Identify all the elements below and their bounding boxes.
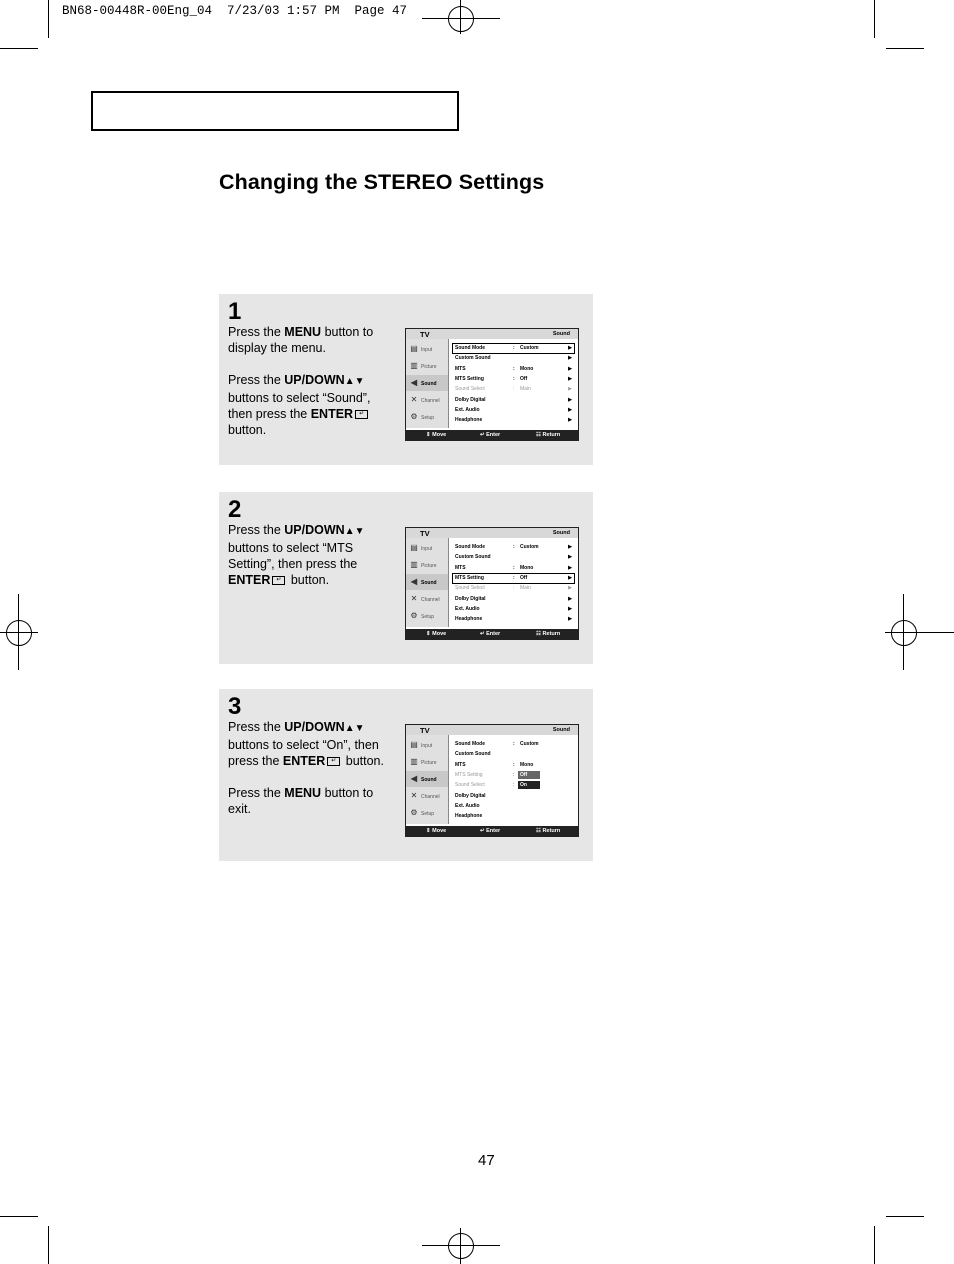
menu-item-label: MTS bbox=[455, 761, 466, 768]
tv-menu-screenshot bbox=[405, 328, 579, 441]
colon: : bbox=[513, 345, 515, 351]
antenna-icon: ✕ bbox=[410, 395, 418, 404]
arrow-right-icon: ▶ bbox=[568, 355, 572, 362]
speaker-icon: ◀ bbox=[410, 378, 418, 387]
button-name: UP/DOWN bbox=[284, 720, 345, 734]
menu-item-value: Off bbox=[520, 375, 528, 382]
menu-row bbox=[453, 385, 574, 394]
step-panel bbox=[219, 689, 593, 861]
button-name: ENTER bbox=[228, 573, 271, 587]
menu-section-label: Sound bbox=[552, 727, 570, 733]
colon: : bbox=[513, 544, 515, 550]
menu-section-label: Sound bbox=[552, 331, 570, 337]
colon: : bbox=[513, 585, 515, 592]
menu-item-label: Sound Mode bbox=[455, 741, 485, 747]
chapter-tab-box bbox=[91, 91, 459, 131]
instruction-paragraph: Press the UP/DOWN▲▼ buttons to select “MTS Setting”, then press the ENTER ↵ button. bbox=[228, 523, 365, 587]
menu-row bbox=[453, 574, 574, 583]
colon: : bbox=[513, 375, 515, 382]
sidebar-item-setup bbox=[406, 608, 448, 624]
menu-item-label: Sound Select bbox=[455, 585, 485, 592]
enter-hint: ↵ Enter bbox=[480, 432, 501, 438]
tv-menu-screenshot bbox=[405, 527, 579, 640]
crop-mark bbox=[0, 1216, 38, 1217]
button-name: ENTER bbox=[282, 754, 326, 768]
arrow-right-icon: ▶ bbox=[568, 616, 572, 623]
arrow-right-icon: ▶ bbox=[568, 605, 572, 612]
menu-item-label: Dolby Digital bbox=[455, 396, 486, 403]
menu-help-bar bbox=[406, 430, 578, 440]
menu-item-label: Custom Sound bbox=[455, 355, 491, 362]
colon: : bbox=[513, 741, 515, 747]
arrow-right-icon: ▶ bbox=[568, 585, 572, 592]
menu-help-bar bbox=[406, 629, 578, 639]
menu-item-label: Sound Select bbox=[455, 386, 485, 393]
sidebar-item-picture bbox=[406, 754, 448, 770]
button-name: MENU bbox=[284, 786, 322, 800]
sidebar-item-label: Sound bbox=[421, 580, 437, 586]
menu-item-value: Main bbox=[520, 386, 531, 393]
sidebar-item-channel bbox=[406, 591, 448, 607]
speaker-icon: ◀ bbox=[410, 774, 418, 783]
menu-item-value: Custom bbox=[520, 544, 539, 550]
sidebar-item-label: Input bbox=[421, 347, 433, 353]
menu-item-label: Dolby Digital bbox=[455, 595, 486, 602]
enter-hint: ↵ Enter bbox=[480, 828, 501, 834]
menu-item-value: Mono bbox=[520, 564, 534, 571]
menu-row bbox=[453, 564, 574, 573]
menu-row bbox=[453, 584, 574, 593]
move-hint: ⇕ Move bbox=[426, 432, 447, 438]
sidebar-item-picture bbox=[406, 557, 448, 573]
menu-item-value: Main bbox=[520, 585, 531, 592]
arrow-right-icon: ▶ bbox=[568, 365, 572, 372]
arrow-right-icon: ▶ bbox=[568, 396, 572, 403]
input-icon: ▤ bbox=[410, 344, 418, 353]
picture-icon: ▥ bbox=[410, 757, 418, 766]
up-down-arrows-icon: ▲▼ bbox=[344, 723, 365, 734]
sidebar-item-label: Setup bbox=[421, 614, 435, 620]
enter-hint: ↵ Enter bbox=[480, 631, 501, 637]
colon: : bbox=[513, 574, 515, 581]
menu-item-label: Dolby Digital bbox=[455, 792, 486, 799]
sidebar-item-label: Picture bbox=[421, 563, 437, 569]
menu-item-label: Sound Mode bbox=[455, 345, 485, 351]
sidebar-item-input bbox=[406, 540, 448, 556]
menu-row bbox=[453, 553, 574, 562]
setup-icon: ⚙ bbox=[410, 808, 418, 817]
menu-item-label: MTS Setting bbox=[455, 771, 483, 778]
menu-item-value: Custom bbox=[520, 345, 539, 351]
sidebar-item-sound bbox=[406, 574, 448, 590]
step-panel bbox=[219, 492, 593, 664]
menu-row bbox=[453, 615, 574, 624]
sidebar-item-sound bbox=[406, 375, 448, 391]
picture-icon: ▥ bbox=[410, 560, 418, 569]
menu-item-value: Custom bbox=[520, 741, 539, 747]
menu-row bbox=[453, 416, 574, 425]
enter-icon: ↵ bbox=[327, 757, 340, 766]
button-name: UP/DOWN bbox=[284, 523, 345, 537]
menu-item-value: Off bbox=[520, 574, 528, 581]
menu-item-value: Mono bbox=[520, 365, 534, 372]
colon: : bbox=[513, 761, 515, 768]
arrow-right-icon: ▶ bbox=[568, 375, 572, 382]
menu-row bbox=[453, 396, 574, 405]
colon: : bbox=[513, 782, 515, 789]
menu-row bbox=[453, 406, 574, 415]
arrow-right-icon: ▶ bbox=[568, 345, 572, 351]
sidebar-item-label: Channel bbox=[421, 398, 440, 404]
print-slug: BN68-00448R-00Eng_04 7/23/03 1:57 PM Page 47 bbox=[62, 4, 408, 18]
colon: : bbox=[513, 564, 515, 571]
option-on: On bbox=[518, 781, 540, 789]
sidebar-item-label: Setup bbox=[421, 415, 435, 421]
menu-title-bar bbox=[406, 329, 578, 339]
menu-item-label: Custom Sound bbox=[455, 751, 491, 758]
move-hint: ⇕ Move bbox=[426, 631, 447, 637]
menu-row bbox=[453, 812, 574, 821]
step-number: 1 bbox=[228, 298, 242, 325]
sidebar-item-label: Sound bbox=[421, 777, 437, 783]
colon: : bbox=[513, 386, 515, 393]
menu-item-label: Ext. Audio bbox=[455, 605, 480, 612]
menu-row bbox=[453, 740, 574, 749]
menu-item-value: Mono bbox=[520, 761, 534, 768]
up-down-arrows-icon: ▲▼ bbox=[344, 376, 365, 387]
menu-row bbox=[453, 344, 574, 353]
speaker-icon: ◀ bbox=[410, 577, 418, 586]
menu-item-label: MTS bbox=[455, 564, 466, 571]
arrow-right-icon: ▶ bbox=[568, 574, 572, 581]
crop-mark bbox=[886, 1216, 924, 1217]
sidebar-item-label: Picture bbox=[421, 364, 437, 370]
sidebar-item-setup bbox=[406, 409, 448, 425]
menu-row bbox=[453, 543, 574, 552]
button-name: MENU bbox=[284, 325, 322, 339]
setup-icon: ⚙ bbox=[410, 611, 418, 620]
arrow-right-icon: ▶ bbox=[568, 595, 572, 602]
move-hint: ⇕ Move bbox=[426, 828, 447, 834]
sidebar-item-label: Input bbox=[421, 743, 433, 749]
menu-item-label: MTS Setting bbox=[455, 375, 484, 382]
crop-mark bbox=[886, 48, 924, 49]
menu-title: TV bbox=[420, 330, 430, 339]
setup-icon: ⚙ bbox=[410, 412, 418, 421]
step-panel bbox=[219, 294, 593, 465]
menu-help-bar bbox=[406, 826, 578, 836]
colon: : bbox=[513, 365, 515, 372]
page-title: Changing the STEREO Settings bbox=[219, 170, 545, 194]
enter-icon: ↵ bbox=[272, 576, 285, 585]
menu-sidebar bbox=[406, 339, 449, 428]
picture-icon: ▥ bbox=[410, 361, 418, 370]
menu-sidebar bbox=[406, 538, 449, 627]
sidebar-item-sound bbox=[406, 771, 448, 787]
menu-row bbox=[453, 750, 574, 759]
option-off: Off bbox=[518, 771, 540, 779]
arrow-right-icon: ▶ bbox=[568, 554, 572, 561]
arrow-right-icon: ▶ bbox=[568, 386, 572, 393]
arrow-right-icon: ▶ bbox=[568, 544, 572, 550]
step-instructions bbox=[228, 324, 396, 454]
menu-item-label: Headphone bbox=[455, 417, 483, 424]
sidebar-item-picture bbox=[406, 358, 448, 374]
crop-mark bbox=[0, 48, 38, 49]
menu-row bbox=[453, 761, 574, 770]
menu-row bbox=[453, 365, 574, 374]
return-hint: ☷ Return bbox=[536, 631, 561, 637]
menu-item-label: Ext. Audio bbox=[455, 406, 480, 413]
instruction-paragraph: Press the UP/DOWN▲▼ buttons to select “Sound”, then press the ENTER ↵ button. bbox=[228, 373, 371, 437]
sidebar-item-label: Input bbox=[421, 546, 433, 552]
instruction-paragraph: Press the MENU button to exit. bbox=[228, 786, 374, 816]
instruction-paragraph: Press the MENU button to display the menu. bbox=[228, 325, 374, 355]
menu-item-label: MTS Setting bbox=[455, 574, 484, 581]
crop-mark bbox=[874, 1226, 875, 1264]
menu-sidebar bbox=[406, 735, 449, 824]
menu-title-bar bbox=[406, 528, 578, 538]
antenna-icon: ✕ bbox=[410, 791, 418, 800]
step-instructions bbox=[228, 522, 396, 604]
menu-row bbox=[453, 802, 574, 811]
sidebar-item-label: Channel bbox=[421, 794, 440, 800]
menu-item-label: Headphone bbox=[455, 813, 483, 820]
input-icon: ▤ bbox=[410, 543, 418, 552]
menu-item-label: Sound Mode bbox=[455, 544, 485, 550]
sidebar-item-channel bbox=[406, 788, 448, 804]
menu-row bbox=[453, 354, 574, 363]
menu-item-label: Ext. Audio bbox=[455, 802, 480, 809]
colon: : bbox=[513, 771, 515, 778]
sidebar-item-label: Channel bbox=[421, 597, 440, 603]
menu-section-label: Sound bbox=[552, 530, 570, 536]
menu-row bbox=[453, 595, 574, 604]
menu-title-bar bbox=[406, 725, 578, 735]
step-number: 3 bbox=[228, 693, 242, 720]
arrow-right-icon: ▶ bbox=[568, 564, 572, 571]
crop-mark bbox=[48, 1226, 49, 1264]
crop-mark bbox=[874, 0, 875, 38]
instruction-paragraph: Press the UP/DOWN▲▼ buttons to select “On”, then press the ENTER ↵ button. bbox=[228, 720, 384, 768]
return-hint: ☷ Return bbox=[536, 432, 561, 438]
menu-item-label: Headphone bbox=[455, 616, 483, 623]
menu-item-label: Custom Sound bbox=[455, 554, 491, 561]
return-hint: ☷ Return bbox=[536, 828, 561, 834]
arrow-right-icon: ▶ bbox=[568, 417, 572, 424]
sidebar-item-setup bbox=[406, 805, 448, 821]
arrow-right-icon: ▶ bbox=[568, 406, 572, 413]
sidebar-item-channel bbox=[406, 392, 448, 408]
button-name: ENTER bbox=[310, 407, 354, 421]
sidebar-item-input bbox=[406, 341, 448, 357]
crop-mark bbox=[48, 0, 49, 38]
button-name: UP/DOWN bbox=[284, 373, 345, 387]
menu-title: TV bbox=[420, 726, 430, 735]
page-number: 47 bbox=[478, 1152, 495, 1169]
menu-title: TV bbox=[420, 529, 430, 538]
menu-row bbox=[453, 605, 574, 614]
input-icon: ▤ bbox=[410, 740, 418, 749]
sidebar-item-label: Sound bbox=[421, 381, 437, 387]
step-instructions bbox=[228, 719, 396, 833]
up-down-arrows-icon: ▲▼ bbox=[344, 526, 365, 537]
menu-item-label: Sound Select bbox=[455, 782, 485, 789]
tv-menu-screenshot bbox=[405, 724, 579, 837]
antenna-icon: ✕ bbox=[410, 594, 418, 603]
sidebar-item-input bbox=[406, 737, 448, 753]
sidebar-item-label: Picture bbox=[421, 760, 437, 766]
enter-icon: ↵ bbox=[355, 410, 368, 419]
menu-item-label: MTS bbox=[455, 365, 466, 372]
step-number: 2 bbox=[228, 496, 242, 523]
sidebar-item-label: Setup bbox=[421, 811, 435, 817]
menu-row bbox=[453, 792, 574, 801]
menu-row bbox=[453, 375, 574, 384]
